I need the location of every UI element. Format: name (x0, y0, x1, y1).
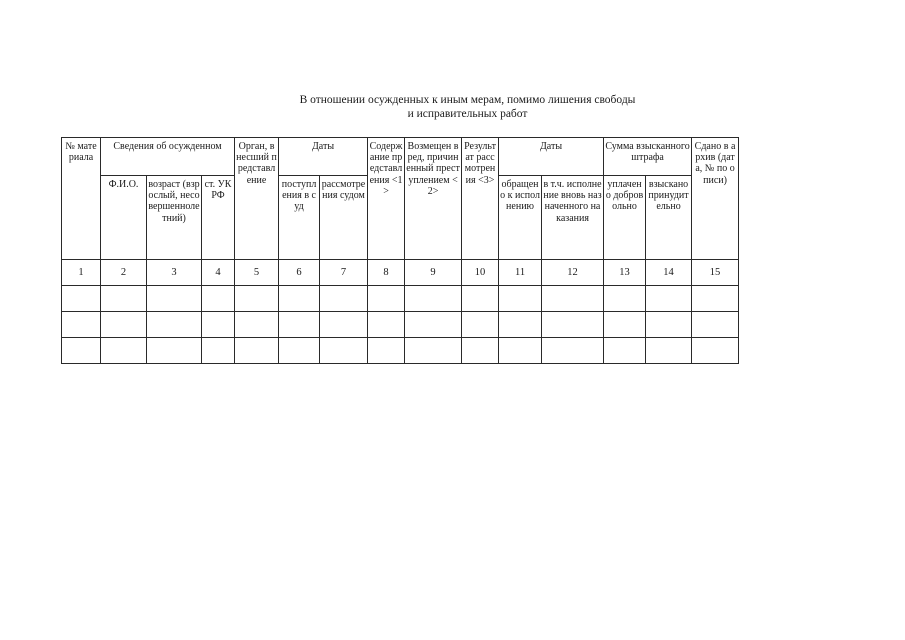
empty-cell (499, 286, 542, 312)
empty-cell (462, 338, 499, 364)
empty-cell (101, 286, 147, 312)
column-number: 9 (405, 260, 462, 286)
convict-info-header: Сведения об осужденном (101, 138, 235, 176)
empty-cell (62, 312, 101, 338)
empty-cell (604, 338, 646, 364)
empty-cell (320, 312, 368, 338)
fine-amount-group-header: Сумма взысканного штрафа (604, 138, 692, 176)
empty-cell (235, 286, 279, 312)
col-collected-forcibly-header: взыскано принудительно (646, 176, 692, 260)
empty-cell (320, 286, 368, 312)
empty-record-row (62, 312, 739, 338)
column-number: 12 (542, 260, 604, 286)
col-received-date-header: поступления в суд (279, 176, 320, 260)
col-criminal-code-article-header: ст. УК РФ (202, 176, 235, 260)
column-number-row (62, 260, 739, 286)
col-submitting-body-header: Орган, внесший представление (235, 138, 279, 260)
col-material-number-header: № материала (62, 138, 101, 260)
column-number: 6 (279, 260, 320, 286)
empty-cell (202, 286, 235, 312)
empty-cell (279, 286, 320, 312)
empty-cell (499, 338, 542, 364)
col-paid-voluntarily-header: уплачено добровольно (604, 176, 646, 260)
col-age-header: возраст (взрослый, несовершеннолетний) (147, 176, 202, 260)
empty-cell (646, 312, 692, 338)
empty-cell (62, 338, 101, 364)
column-number: 8 (368, 260, 405, 286)
col-damage-compensated-header: Возмещен вред, причиненный преступлением <2> (405, 138, 462, 260)
heading-line-1: В отношении осужденных к иным мерам, помимо лишения свободы (299, 94, 636, 106)
column-number: 3 (147, 260, 202, 286)
empty-cell (405, 312, 462, 338)
column-number: 2 (101, 260, 147, 286)
empty-cell (62, 286, 101, 312)
column-number: 4 (202, 260, 235, 286)
empty-cell (604, 286, 646, 312)
col-execution-date-header: обращено к исполнению (499, 176, 542, 260)
empty-cell (542, 286, 604, 312)
column-number: 15 (692, 260, 739, 286)
empty-cell (646, 286, 692, 312)
col-review-result-header: Результат рассмотрения <3> (462, 138, 499, 260)
form-heading (200, 93, 735, 121)
empty-cell (202, 338, 235, 364)
column-number: 13 (604, 260, 646, 286)
empty-record-row (62, 338, 739, 364)
col-submission-content-header: Содержание представления <1> (368, 138, 405, 260)
column-number: 10 (462, 260, 499, 286)
empty-record-row (62, 286, 739, 312)
column-number: 5 (235, 260, 279, 286)
empty-cell (604, 312, 646, 338)
empty-cell (542, 312, 604, 338)
col-archived-header: Сдано в архив (дата, № по описи) (692, 138, 739, 260)
register-table (61, 137, 739, 364)
empty-cell (320, 338, 368, 364)
empty-cell (147, 286, 202, 312)
col-new-sentence-execution-header: в т.ч. исполнение вновь назначенного наказания (542, 176, 604, 260)
empty-cell (646, 338, 692, 364)
column-number: 11 (499, 260, 542, 286)
empty-cell (499, 312, 542, 338)
empty-cell (147, 338, 202, 364)
empty-cell (692, 286, 739, 312)
empty-cell (235, 338, 279, 364)
empty-cell (101, 312, 147, 338)
empty-cell (542, 338, 604, 364)
empty-cell (279, 312, 320, 338)
empty-cell (405, 286, 462, 312)
col-full-name-header: Ф.И.О. (101, 176, 147, 260)
empty-cell (692, 312, 739, 338)
empty-cell (692, 338, 739, 364)
heading-line-2: и исправительных работ (407, 108, 528, 120)
empty-cell (279, 338, 320, 364)
empty-cell (202, 312, 235, 338)
empty-cell (368, 312, 405, 338)
column-number: 14 (646, 260, 692, 286)
empty-cell (101, 338, 147, 364)
empty-cell (368, 286, 405, 312)
column-number: 1 (62, 260, 101, 286)
empty-cell (235, 312, 279, 338)
empty-cell (368, 338, 405, 364)
dates-group-header-1: Даты (279, 138, 368, 176)
empty-cell (462, 286, 499, 312)
col-reviewed-date-header: рассмотрения судом (320, 176, 368, 260)
empty-cell (462, 312, 499, 338)
dates-group-header-2: Даты (499, 138, 604, 176)
empty-cell (405, 338, 462, 364)
empty-cell (147, 312, 202, 338)
column-number: 7 (320, 260, 368, 286)
